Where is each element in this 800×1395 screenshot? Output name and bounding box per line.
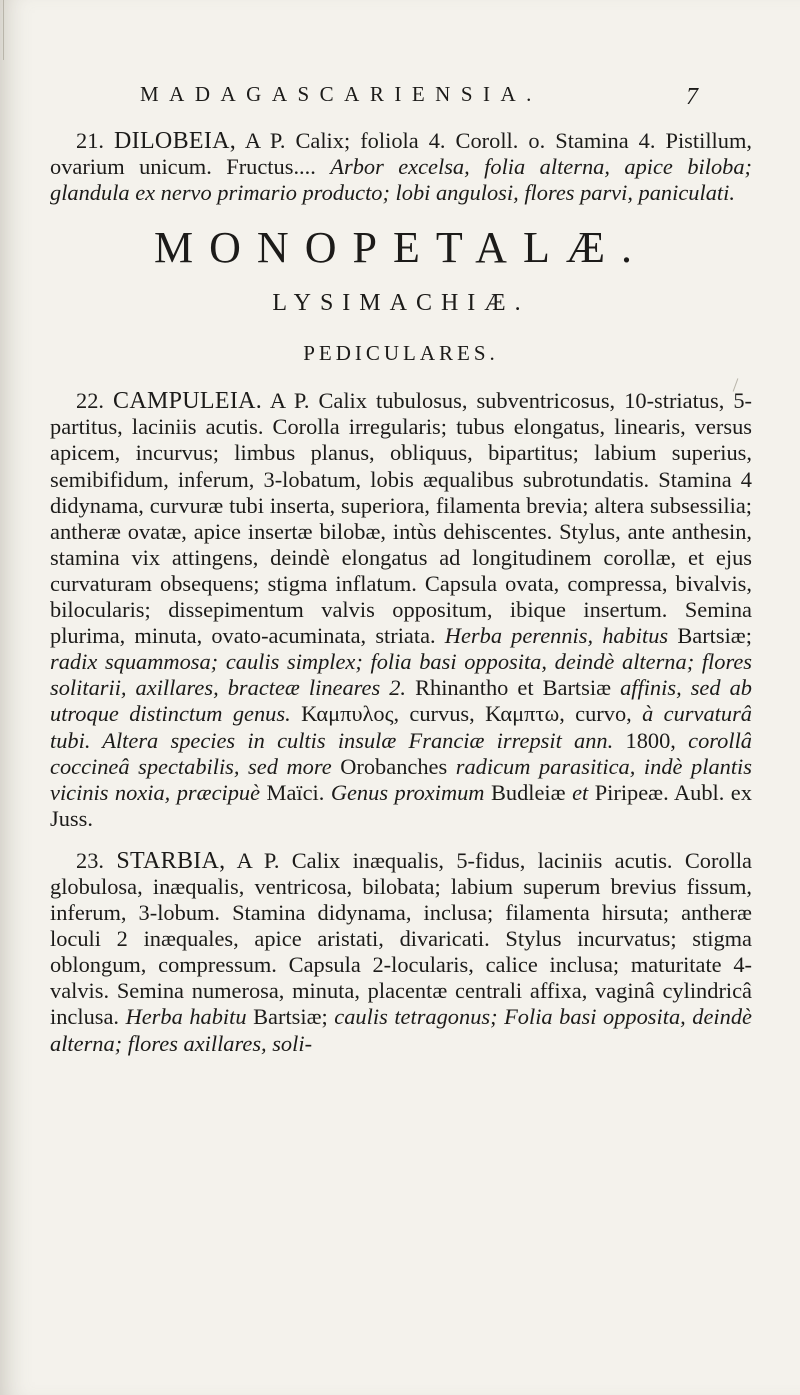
orobanches-ref: Orobanches xyxy=(340,753,448,779)
description: Arbor excelsa, folia alterna, apice biloba; glandula ex nervo primario producto; lobi angulosi, flores parvi, paniculati. xyxy=(50,154,752,206)
scan-mark-left xyxy=(3,0,4,60)
curvatura-text: à curvaturâ tubi. Altera species in cultis insulæ Franciæ irrepsit ann. xyxy=(50,701,752,753)
genus-name: CAMPULEIA. xyxy=(113,388,263,415)
habit-description: radix squammosa; caulis simplex; folia basi opposita, deindè alterna; flores solitarii, axillares, bracteæ lineares 2. xyxy=(50,649,752,701)
running-head xyxy=(140,82,700,112)
budleiae-ref: Budleiæ xyxy=(490,779,566,805)
affinity-text: affinis, sed ab utroque distinctum genus. xyxy=(50,675,752,727)
order-heading: LYSIMACHIÆ. xyxy=(272,290,530,317)
family-heading: PEDICULARES. xyxy=(303,341,499,366)
greek-etymology: Καμπυλος, xyxy=(301,701,400,727)
year: 1800, xyxy=(625,727,676,753)
entry-dilobeia xyxy=(50,128,752,206)
habit-text: Herba habitu xyxy=(125,1004,247,1030)
body-text xyxy=(50,128,752,1073)
entry-number: 22. xyxy=(76,388,104,414)
maici-ref: Maïci. xyxy=(266,779,325,805)
et-text: et xyxy=(572,779,589,805)
bartsiae-ref: Bartsiæ; xyxy=(253,1004,328,1030)
diagnosis: A P. Calix inæqualis, 5-fidus, laciniis acutis. Corolla globulosa, inæqualis, ventricosa, bilobata; labium superum brevius fissum, inferum, 3-lobum. Stamina didynama, inclusa; filamenta hirsuta; antheræ loculi 2 inæquales, apice aristati, divaricati. Stylus incurvatus; stigma oblongum, compressum. Capsula 2-locularis, calice inclusa; maturitate 4-valvis. Semina numerosa, minuta, placentæ centrali affixa, vaginâ cylindricâ inclusa. xyxy=(50,847,752,1030)
entry-starbia xyxy=(50,848,752,1057)
entry-campuleia xyxy=(50,388,752,832)
corolla-text: corollâ coccineâ spectabilis, sed more xyxy=(50,727,753,779)
rhinantho-ref: Rhinantho et Bartsiæ xyxy=(415,675,612,701)
genus-name: STARBIA, xyxy=(116,847,226,874)
habit-description: caulis tetragonus; Folia basi opposita, deindè alterna; flores axillares, soli- xyxy=(50,1004,752,1056)
class-heading: MONOPETALÆ. xyxy=(154,223,648,273)
diagnosis: A P. Calix; foliola 4. Coroll. o. Stamina 4. Pistillum, ovarium unicum. Fructus.... xyxy=(50,128,752,180)
diagnosis: A P. Calix tubulosus, subventricosus, 10-striatus, 5-partitus, laciniis acutis. Corolla irregularis; tubus elongatus, linearis, versus apicem, incurvus; limbus planus, obliquus, bipartitus; labium superius, semibifidum, inferum, 3-lobatum, lobis æqualibus subrotundatis. Stamina 4 didynama, curvuræ tubi inserta, superiora, filamenta brevia; altera subsessilia; antheræ ovatæ, apice insertæ bilobæ, intùs dehiscentes. Stylus, ante anthesin, stamina vix attingens, deindè elongatus ad longitudinem corollæ, et ejus curvaturam obsequens; stigma inflatum. Capsula ovata, compressa, bivalvis, bilocularis; dissepimentum valvis oppositum, ibique insertum. Semina plurima, minuta, ovato-acuminata, striata. xyxy=(50,388,752,649)
entry-number: 21. xyxy=(76,128,104,153)
genus-proximum: Genus proximum xyxy=(330,779,485,805)
page-number: 7 xyxy=(686,84,698,110)
piripeae-ref: Piripeæ. Aubl. ex Juss. xyxy=(50,779,752,831)
etymology-text: curvus, Καμπτω, curvo, xyxy=(409,701,632,727)
entry-number: 23. xyxy=(76,847,104,873)
parasitic-text: radicum parasitica, indè plantis vicinis noxia, præcipuè xyxy=(50,753,752,805)
bartsiae-ref: Bartsiæ; xyxy=(677,623,752,649)
genus-name: DILOBEIA, xyxy=(114,128,237,154)
running-title: MADAGASCARIENSIA. xyxy=(140,82,542,106)
habit-text: Herba perennis, habitus xyxy=(444,623,669,649)
